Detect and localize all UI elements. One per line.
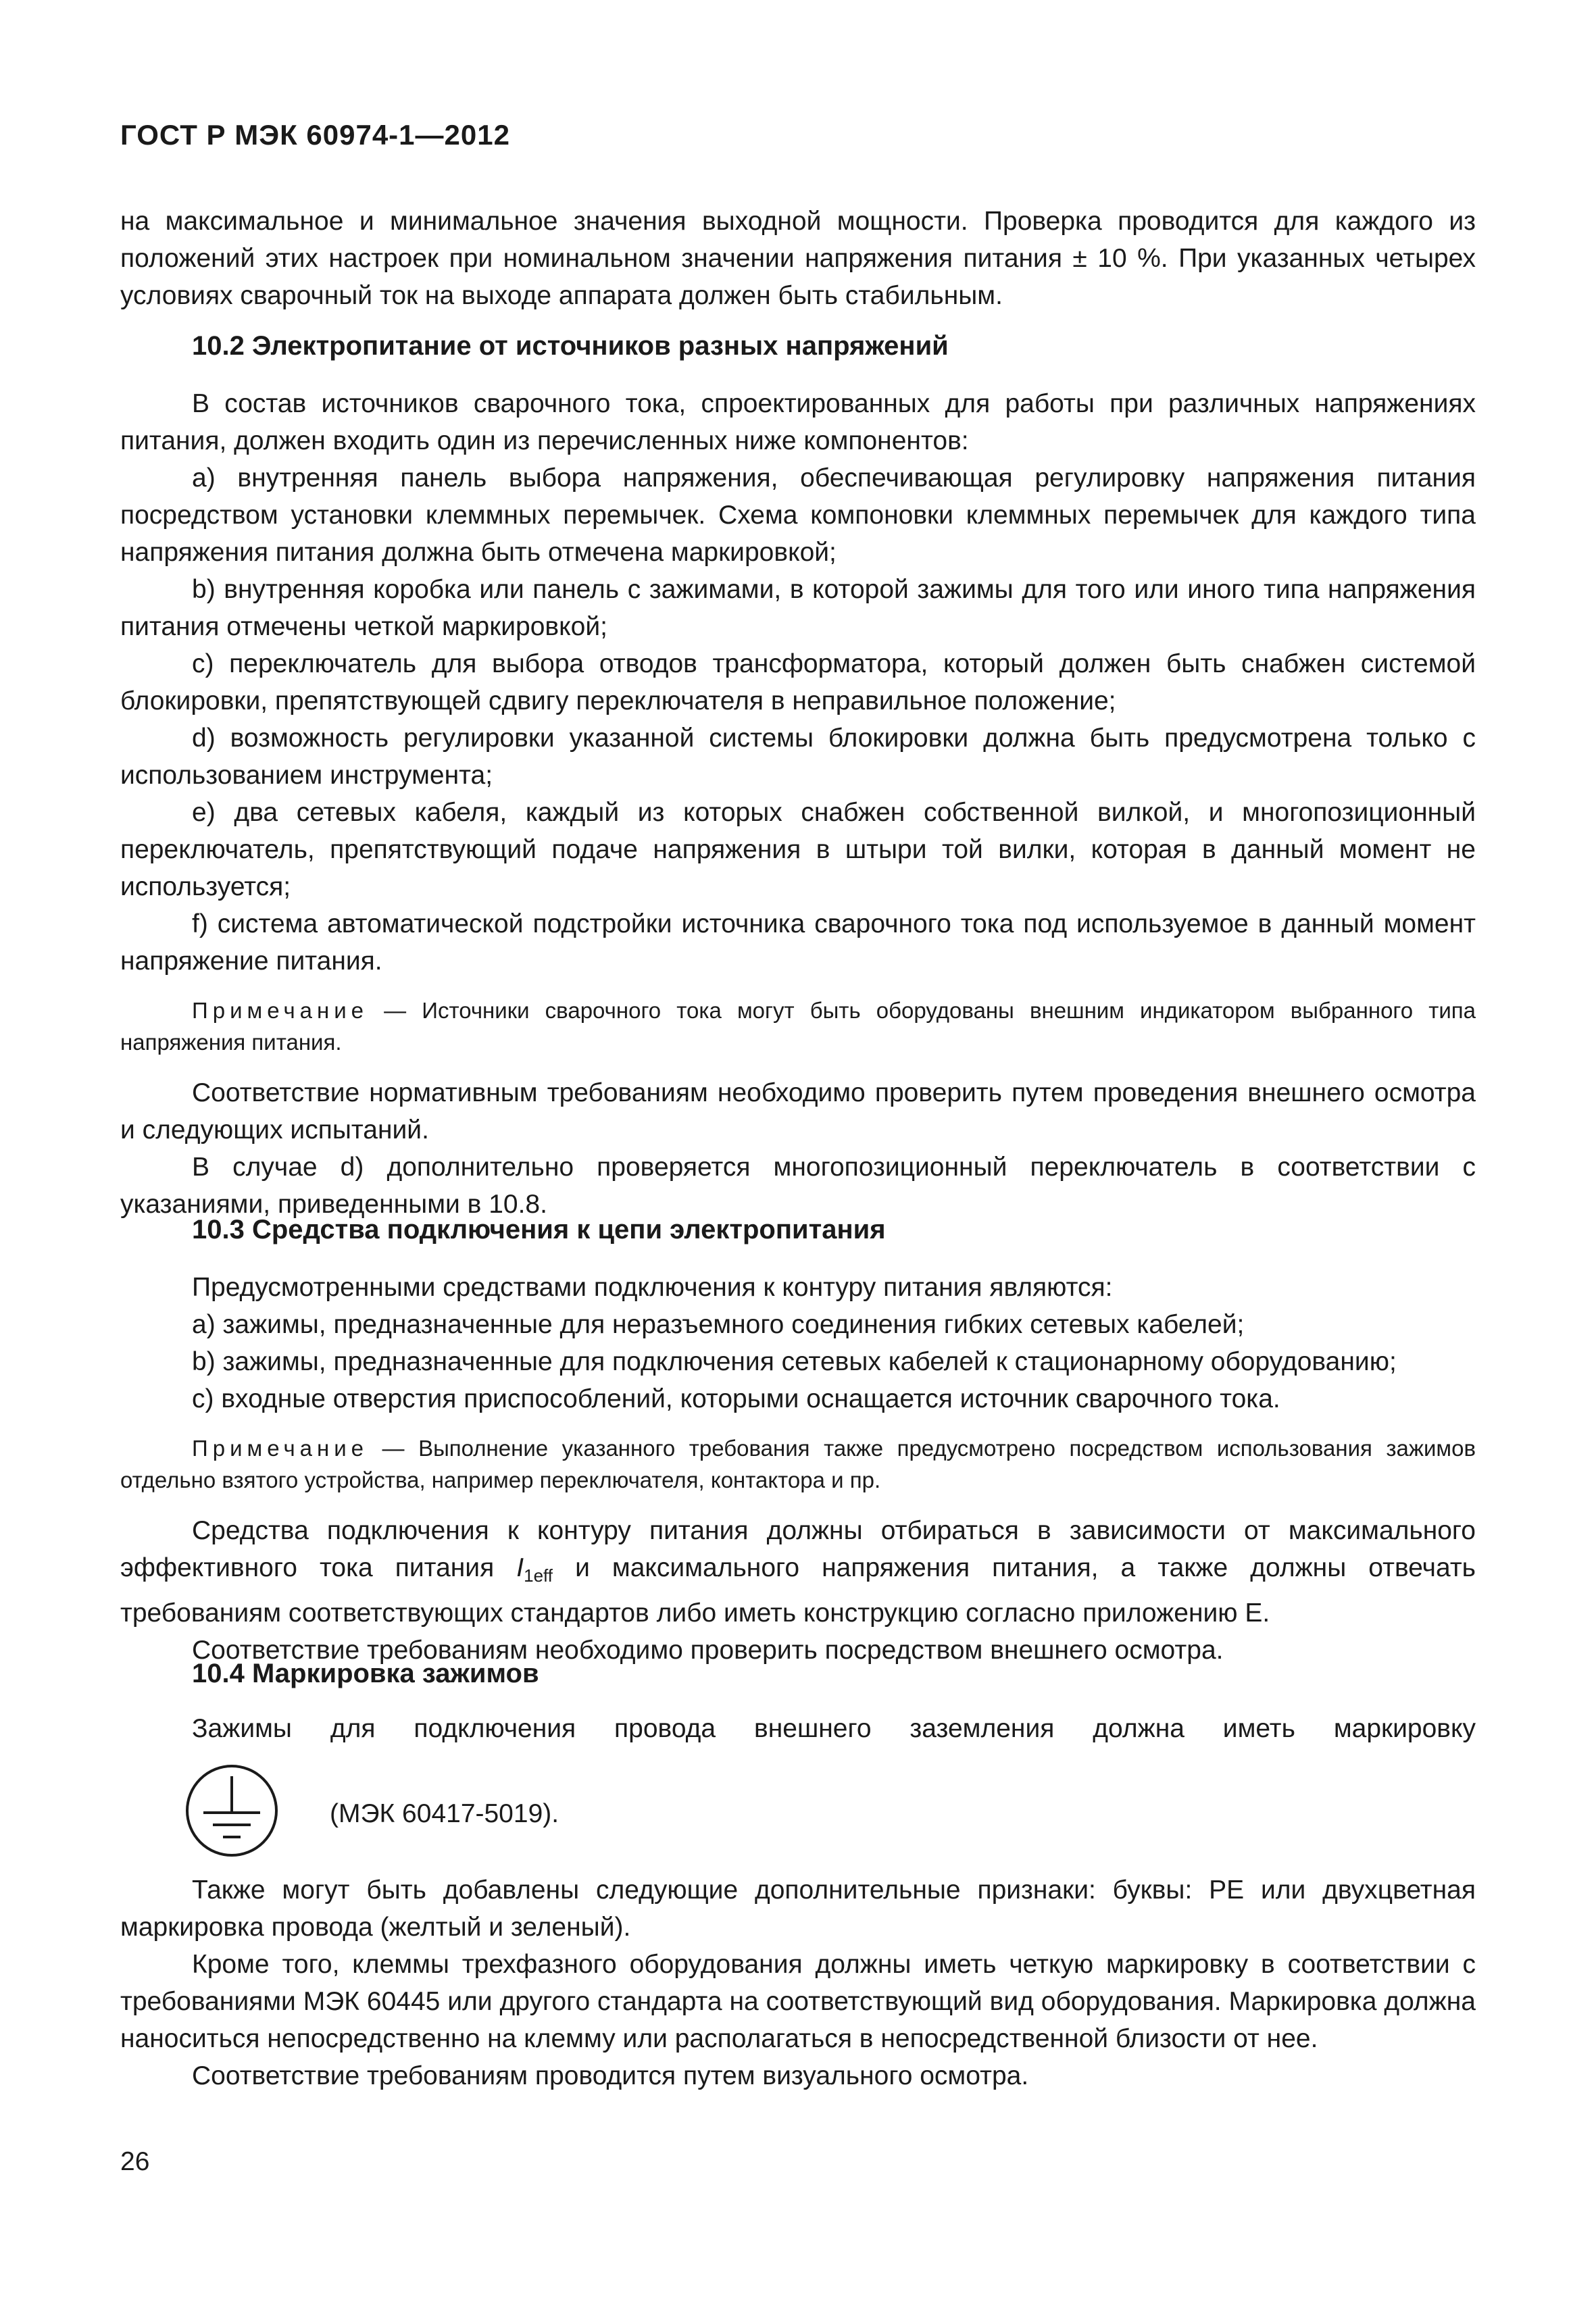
paragraph: Предусмотренными средствами подключения к контуру питания являются:	[192, 1273, 1113, 1302]
list-item: f) система автоматической подстройки источника сварочного тока под используемое в данный момент напряжение питания.	[120, 909, 1476, 976]
paragraph-text: Средства подключения к контуру питания должны отбираться в зависимости от максимального эффективного тока питания	[120, 1516, 1476, 1582]
note-text: — Выполнение указанного требования также предусмотрено посредством использования зажимов отдельно взятого устройства, например переключателя, контактора и пр.	[120, 1436, 1476, 1492]
note-label: Примечание	[192, 998, 369, 1023]
paragraph	[120, 1512, 1476, 1632]
section-heading: 10.3 Средства подключения к цепи электропитания	[192, 1215, 886, 1244]
paragraph: Также могут быть добавлены следующие дополнительные признаки: буквы: PE или двухцветная маркировка провода (желтый и зеленый).	[120, 1876, 1476, 1942]
list-item: a) внутренняя панель выбора напряжения, обеспечивающая регулировку напряжения питания посредством установки клеммных перемычек. Схема компоновки клеммных перемычек для каждого типа напряжения питания должна быть отмечена маркировкой;	[120, 463, 1476, 567]
protective-earth-icon	[181, 1760, 282, 1861]
document-header: ГОСТ Р МЭК 60974-1—2012	[120, 119, 510, 151]
paragraph: В случае d) дополнительно проверяется многопозиционный переключатель в соответствии с указаниями, приведенными в 10.8.	[120, 1153, 1476, 1219]
symbol-reference: (МЭК 60417-5019).	[330, 1799, 559, 1828]
paragraph-text: и максимального напряжения питания, а также должны отвечать требованиям соответствующих стандартов либо иметь конструкцию согласно приложению Е.	[120, 1553, 1476, 1628]
section-heading: 10.4 Маркировка зажимов	[192, 1659, 539, 1688]
note	[120, 1432, 1476, 1496]
intro-block	[120, 203, 1476, 314]
list-item: a) зажимы, предназначенные для неразъемного соединения гибких сетевых кабелей;	[192, 1310, 1245, 1339]
section-heading: 10.2 Электропитание от источников разных напряжений	[192, 331, 949, 361]
paragraph: Кроме того, клеммы трехфазного оборудования должны иметь четкую маркировку в соответствии с требованиями МЭК 60445 или другого стандарта на соответствующий вид оборудования. Маркировка должна наноситься непосредственно на клемму или располагаться в непосредственной близости от нее.	[120, 1950, 1476, 2053]
paragraph: Соответствие нормативным требованиям необходимо проверить путем проведения внешнего осмотра и следующих испытаний.	[120, 1078, 1476, 1145]
list-item: c) входные отверстия приспособлений, которыми оснащается источник сварочного тока.	[192, 1384, 1280, 1413]
section-10-3	[120, 1211, 1476, 1669]
section-10-4-continued	[120, 1871, 1476, 2094]
page-number: 26	[120, 2147, 150, 2176]
list-item: e) два сетевых кабеля, каждый из которых снабжен собственной вилкой, и многопозиционный переключатель, препятствующий подаче напряжения в штыри той вилки, которая в данный момент не используется;	[120, 798, 1476, 901]
section-10-4	[120, 1655, 1476, 1747]
paragraph: Соответствие требованиям проводится путем визуального осмотра.	[192, 2061, 1029, 2090]
list-item: b) внутренняя коробка или панель с зажимами, в которой зажимы для того или иного типа напряжения питания отмечены четкой маркировкой;	[120, 575, 1476, 641]
paragraph: В состав источников сварочного тока, спроектированных для работы при различных напряжениях питания, должен входить один из перечисленных ниже компонентов:	[120, 389, 1476, 455]
list-item: d) возможность регулировки указанной системы блокировки должна быть предусмотрена только с использованием инструмента;	[120, 724, 1476, 790]
paragraph: Зажимы для подключения провода внешнего заземления должна иметь маркировку	[192, 1714, 1476, 1743]
note-text: — Источники сварочного тока могут быть оборудованы внешним индикатором выбранного типа напряжения питания.	[120, 998, 1476, 1055]
list-item: b) зажимы, предназначенные для подключения сетевых кабелей к стационарному оборудованию;	[192, 1347, 1397, 1376]
current-symbol: I	[516, 1553, 524, 1582]
paragraph: Соответствие требованиям необходимо проверить посредством внешнего осмотра.	[192, 1636, 1224, 1665]
list-item: c) переключатель для выбора отводов трансформатора, который должен быть снабжен системой блокировки, препятствующей сдвигу переключателя в неправильное положение;	[120, 649, 1476, 715]
paragraph: на максимальное и минимальное значения выходной мощности. Проверка проводится для каждого из положений этих настроек при номинальном значении напряжения питания ± 10 %. При указанных четырех условиях сварочный ток на выходе аппарата должен быть стабильным.	[120, 207, 1476, 310]
note-label: Примечание	[192, 1436, 369, 1461]
ground-symbol-row	[181, 1760, 1127, 1861]
current-subscript: 1eff	[524, 1565, 553, 1586]
section-10-2	[120, 328, 1476, 1223]
note	[120, 995, 1476, 1058]
